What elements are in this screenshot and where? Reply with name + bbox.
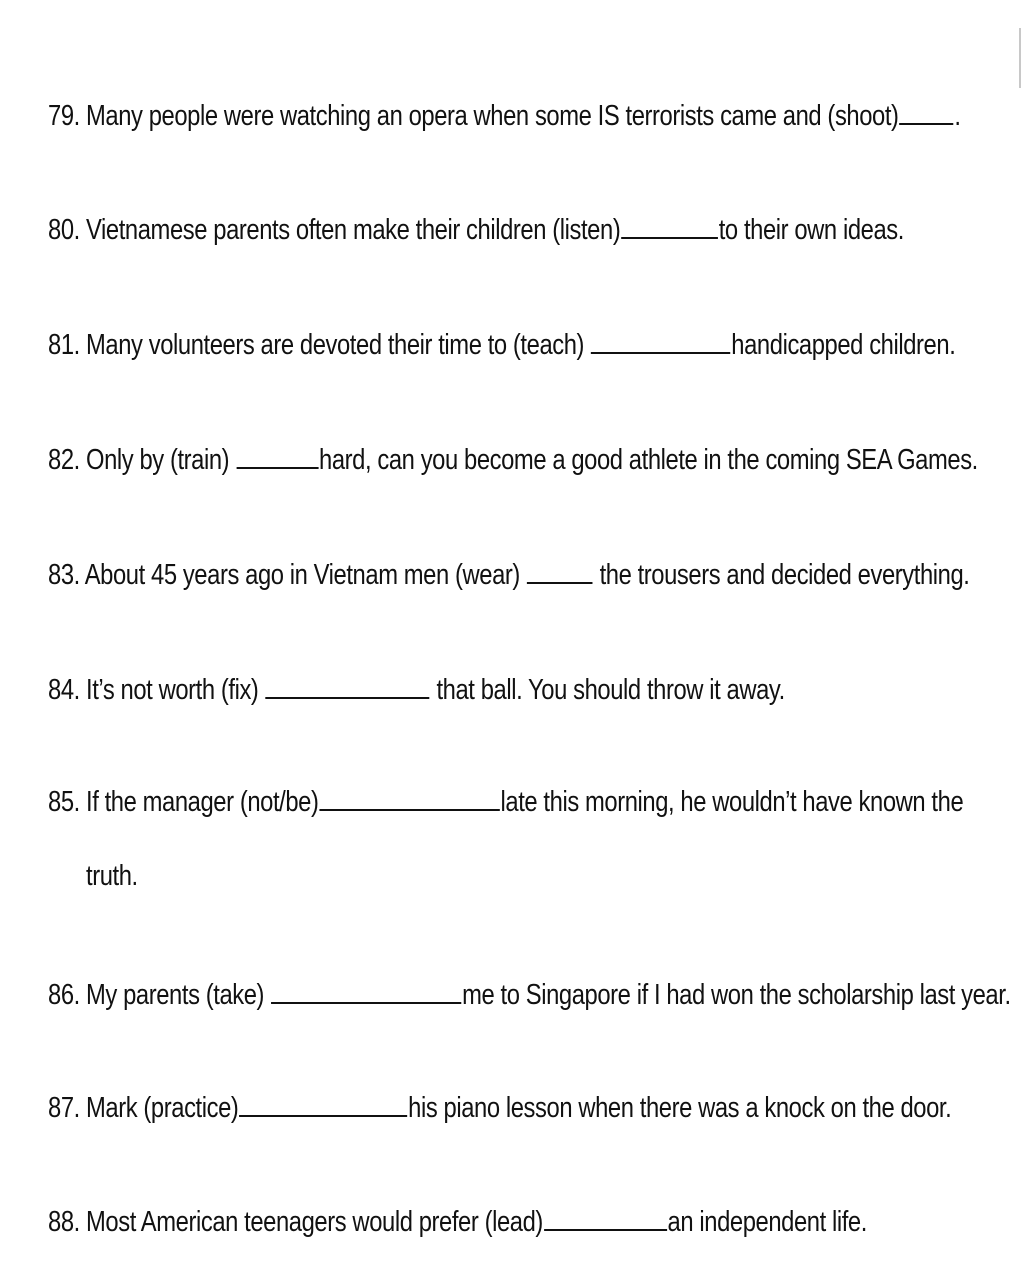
question-80 <box>48 210 904 250</box>
question-text-end: hard, can you become a good athlete in the coming SEA Games. <box>319 444 978 476</box>
question-text-end: me to Singapore if I had won the scholarship last year. <box>462 979 1011 1011</box>
answer-blank[interactable] <box>591 351 730 354</box>
question-text: 82. Only by (train) <box>48 444 236 476</box>
question-text-end: his piano lesson when there was a knock on the door. <box>408 1092 952 1124</box>
question-text-end: late this morning, he wouldn’t have known the <box>500 786 964 818</box>
question-85 <box>48 782 963 822</box>
question-text: 79. Many people were watching an opera when some IS terrorists came and (shoot) <box>48 100 899 132</box>
question-text: 81. Many volunteers are devoted their time to (teach) <box>48 329 591 361</box>
answer-blank[interactable] <box>236 466 318 469</box>
question-text: 84. It’s not worth (fix) <box>48 674 265 706</box>
question-87 <box>48 1088 951 1128</box>
question-text-end: an independent life. <box>667 1206 867 1238</box>
question-text-end: . <box>954 100 961 132</box>
question-88 <box>48 1202 867 1242</box>
question-81 <box>48 325 955 365</box>
question-82 <box>48 440 978 480</box>
answer-blank[interactable] <box>239 1114 407 1117</box>
question-text: 83. About 45 years ago in Vietnam men (wear) <box>48 559 527 591</box>
answer-blank[interactable] <box>544 1228 667 1231</box>
question-text: 80. Vietnamese parents often make their children (listen) <box>48 214 621 246</box>
question-text: 88. Most American teenagers would prefer (lead) <box>48 1206 543 1238</box>
question-84 <box>48 670 785 710</box>
question-text: 87. Mark (practice) <box>48 1092 239 1124</box>
question-83 <box>48 555 970 595</box>
question-text-end: the trousers and decided everything. <box>593 559 970 591</box>
question-79 <box>48 96 961 136</box>
question-85-continuation <box>86 856 138 896</box>
question-86 <box>48 975 1011 1015</box>
question-text-end: that ball. You should throw it away. <box>430 674 785 706</box>
question-text: 85. If the manager (not/be) <box>48 786 319 818</box>
page-edge-mark <box>1019 28 1021 88</box>
question-text: 86. My parents (take) <box>48 979 271 1011</box>
answer-blank[interactable] <box>527 581 593 584</box>
question-text-end: handicapped children. <box>731 329 956 361</box>
question-text: truth. <box>86 860 138 892</box>
answer-blank[interactable] <box>271 1001 461 1004</box>
answer-blank[interactable] <box>265 696 429 699</box>
answer-blank[interactable] <box>621 236 718 239</box>
answer-blank[interactable] <box>319 808 499 811</box>
question-text-end: to their own ideas. <box>718 214 904 246</box>
answer-blank[interactable] <box>899 122 953 125</box>
